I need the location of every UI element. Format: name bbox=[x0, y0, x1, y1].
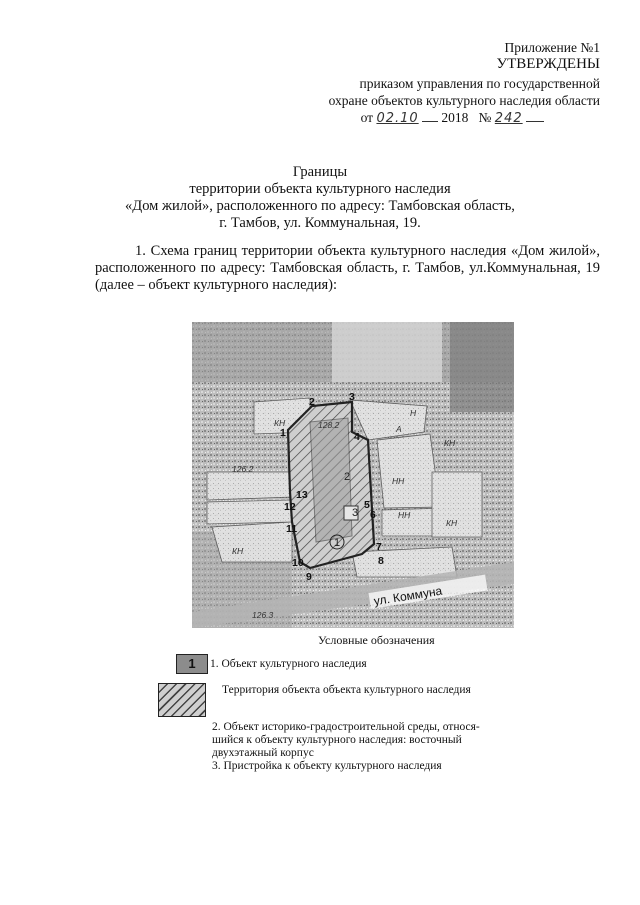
point-label: 10 bbox=[292, 557, 304, 569]
lot-code: КН bbox=[444, 438, 456, 448]
building-mark-1: 1 bbox=[334, 537, 341, 549]
date-prefix: от bbox=[360, 110, 374, 125]
elevation-mark: 128.2 bbox=[318, 420, 340, 430]
lot-code: Н bbox=[410, 408, 417, 418]
title-line3: «Дом жилой», расположенного по адресу: Тамбовская область, bbox=[125, 198, 515, 214]
title-line2: территории объекта культурного наследия bbox=[189, 181, 451, 197]
point-label: 1 bbox=[280, 427, 286, 439]
title-line1: Границы bbox=[292, 164, 348, 180]
handwritten-number: 242 bbox=[494, 111, 523, 126]
legend-item-heritage-object: 1. Объект культурного наследия bbox=[210, 658, 367, 670]
street-label: ул. Коммуна bbox=[372, 583, 444, 609]
territory-scheme-map bbox=[192, 322, 514, 628]
building-mark-2: 2 bbox=[344, 471, 351, 483]
point-label: 13 bbox=[296, 489, 308, 501]
legend-item-territory: Территория объекта объекта культурного наследия bbox=[222, 684, 471, 696]
lot-code: КН bbox=[446, 518, 458, 528]
legend-note-2-line1: 2. Объект историко-градостроительной среды, относя- bbox=[212, 721, 480, 733]
point-label: 12 bbox=[284, 501, 296, 513]
lot-code: НН bbox=[392, 476, 405, 486]
legend-note-2-line2: шийся к объекту культурного наследия: восточный bbox=[212, 734, 462, 746]
building-mark-3: 3 bbox=[352, 507, 359, 519]
lot-code: А bbox=[396, 424, 402, 434]
paragraph-1 bbox=[95, 243, 600, 294]
title-line4: г. Тамбов, ул. Коммунальная, 19. bbox=[219, 215, 421, 231]
elevation-mark: 126.3 bbox=[252, 610, 274, 620]
point-label: 6 bbox=[370, 509, 376, 521]
legend-symbol-territory bbox=[158, 683, 206, 717]
header-date-line bbox=[361, 110, 544, 127]
point-label: 8 bbox=[378, 555, 384, 567]
point-label: 11 bbox=[286, 523, 298, 535]
point-label: 4 bbox=[354, 431, 360, 443]
elevation-mark: 126.2 bbox=[232, 464, 254, 474]
paragraph-1-text: 1. Схема границ территории объекта культурного наследия «Дом жилой», расположенного по адресу: Тамбовская область, г. Тамбов, ул.Коммунальная, 19 (далее – объект культурного наследия): bbox=[95, 243, 600, 293]
year: 2018 bbox=[441, 110, 469, 125]
header-approved: УТВЕРЖДЕНЫ bbox=[496, 56, 600, 72]
header-order-line2: охране объектов культурного наследия области bbox=[328, 93, 600, 108]
number-sign: № bbox=[478, 110, 492, 125]
point-label: 7 bbox=[376, 541, 382, 553]
lot-code: КН bbox=[232, 546, 244, 556]
header-appendix: Приложение №1 bbox=[504, 40, 600, 55]
handwritten-date: 02.10 bbox=[376, 111, 419, 126]
legend-symbol-heritage-object: 1 bbox=[176, 654, 208, 674]
point-label: 5 bbox=[364, 499, 370, 511]
point-label: 2 bbox=[309, 396, 315, 408]
legend-note-2-line3: двухэтажный корпус bbox=[212, 747, 314, 759]
legend-title: Условные обозначения bbox=[318, 633, 435, 647]
point-label: 3 bbox=[349, 391, 355, 403]
lot-code: КН bbox=[274, 418, 286, 428]
header-order-line1: приказом управления по государственной bbox=[359, 76, 600, 91]
lot-code: НН bbox=[398, 510, 411, 520]
legend-note-3: 3. Пристройка к объекту культурного наследия bbox=[212, 760, 442, 772]
point-label: 9 bbox=[306, 571, 312, 583]
